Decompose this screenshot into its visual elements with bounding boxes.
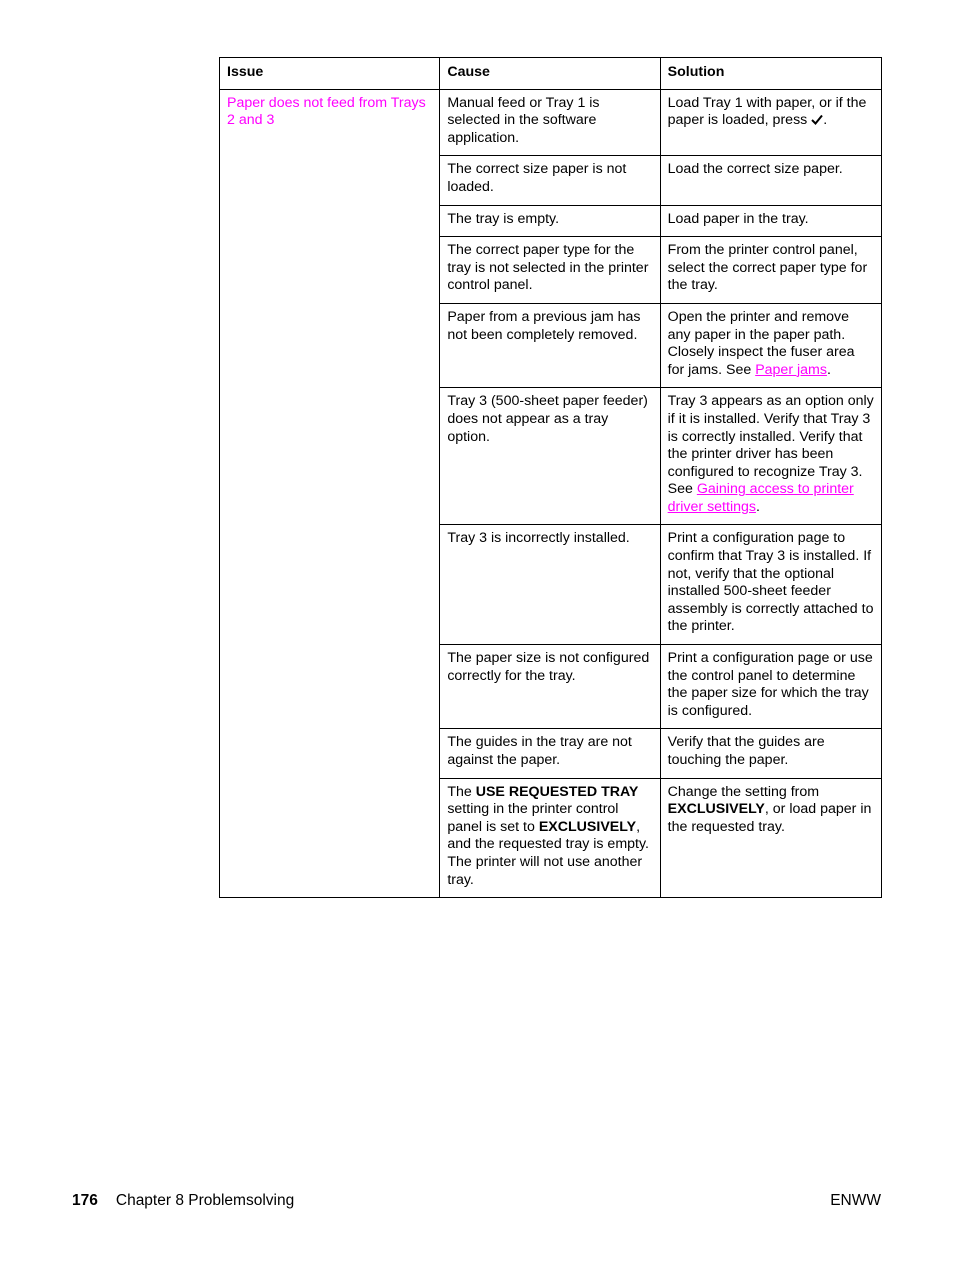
solution-cell: Print a configuration page or use the control panel to determine the paper size for which the tray is configured.: [660, 645, 881, 729]
table-row: [220, 89, 882, 156]
solution-cell: [660, 303, 881, 387]
setting-value: EXCLUSIVELY: [667, 801, 765, 818]
solution-cell: Print a configuration page to confirm that Tray 3 is installed. If not, verify that the optional installed 500-sheet feeder assembly is correctly attached to the printer.: [660, 525, 881, 645]
cause-cell: The tray is empty.: [440, 205, 660, 237]
solution-cell: [660, 89, 881, 156]
issue-link[interactable]: Paper does not feed from Trays 2 and 3: [220, 89, 440, 898]
setting-name: USE REQUESTED TRAY: [475, 783, 639, 800]
solution-cell: Verify that the guides are touching the paper.: [660, 729, 881, 778]
driver-settings-link[interactable]: Gaining access to printer driver settings: [667, 481, 854, 515]
cause-text: The: [447, 783, 476, 800]
checkmark-icon: [811, 112, 823, 130]
header-solution: Solution: [660, 58, 881, 90]
page-footer-right: ENWW: [830, 1192, 881, 1209]
solution-text: , or load paper in the requested tray.: [667, 801, 872, 835]
solution-text: .: [755, 498, 760, 515]
solution-cell: From the printer control panel, select the correct paper type for the tray.: [660, 237, 881, 304]
solution-text: Load Tray 1 with paper, or if the paper is loaded, press: [667, 94, 867, 129]
solution-text: Change the setting from: [667, 783, 820, 800]
solution-cell: Load the correct size paper.: [660, 156, 881, 205]
cause-cell: Manual feed or Tray 1 is selected in the software application.: [440, 89, 660, 156]
chapter-title: Chapter 8 Problemsolving: [115, 1192, 295, 1209]
cause-cell: Paper from a previous jam has not been completely removed.: [440, 303, 660, 387]
solution-text: .: [823, 112, 828, 129]
cause-cell: The paper size is not configured correctly for the tray.: [440, 645, 660, 729]
troubleshooting-table: [219, 57, 882, 898]
page-footer-left: [72, 1192, 294, 1210]
setting-value: EXCLUSIVELY: [538, 818, 637, 835]
paper-jams-link[interactable]: Paper jams: [755, 361, 827, 378]
header-cause: Cause: [440, 58, 660, 90]
cause-cell: The guides in the tray are not against the paper.: [440, 729, 660, 778]
cause-cell: Tray 3 (500-sheet paper feeder) does not appear as a tray option.: [440, 388, 660, 525]
cause-text: setting in the printer control panel is set to: [447, 801, 619, 835]
cause-cell: The correct paper type for the tray is not selected in the printer control panel.: [440, 237, 660, 304]
solution-cell: Load paper in the tray.: [660, 205, 881, 237]
cause-text: , and the requested tray is empty. The printer will not use another tray.: [447, 818, 649, 888]
cause-cell: Tray 3 is incorrectly installed.: [440, 525, 660, 645]
solution-text: Open the printer and remove any paper in the paper path. Closely inspect the fuser area for jams. See: [667, 308, 855, 378]
table-header-row: [220, 58, 882, 90]
page-number: 176: [72, 1192, 98, 1209]
cause-cell: The correct size paper is not loaded.: [440, 156, 660, 205]
solution-cell: [660, 388, 881, 525]
solution-cell: [660, 778, 881, 898]
solution-text: .: [826, 361, 831, 378]
cause-cell: [440, 778, 660, 898]
header-issue: Issue: [220, 58, 440, 90]
solution-text: Tray 3 appears as an option only if it is installed. Verify that Tray 3 is correctly installed. Verify that the printer driver has been configured to recognize Tray 3. See: [667, 393, 874, 498]
